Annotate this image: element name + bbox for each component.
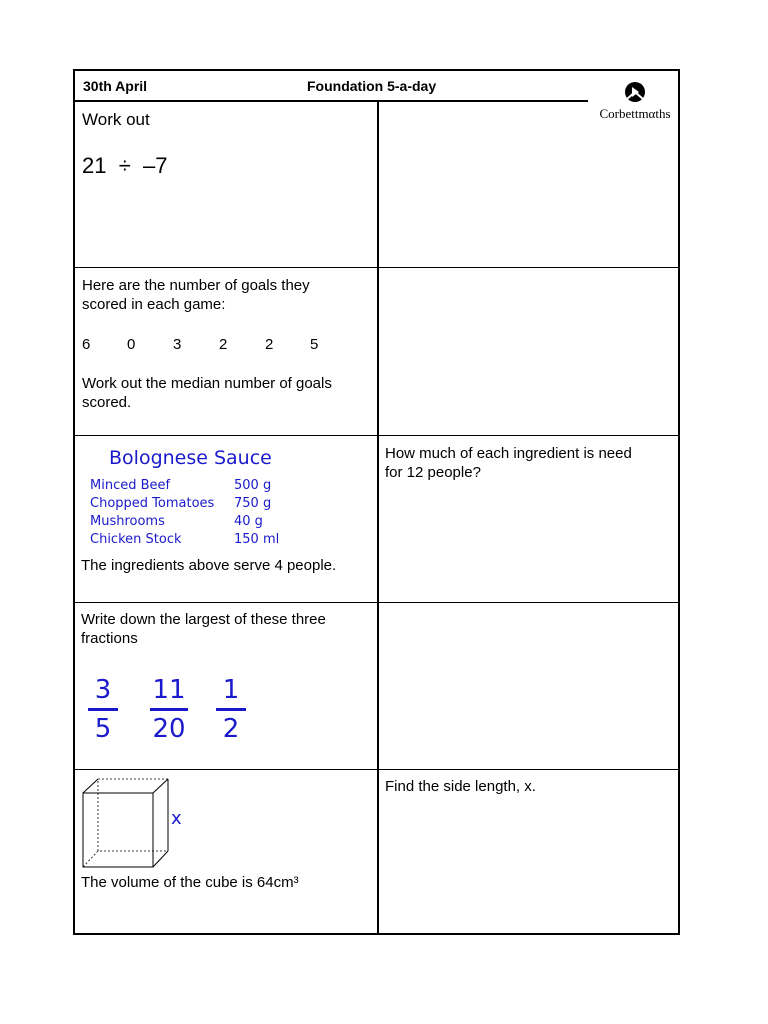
recipe-title: Bolognese Sauce bbox=[109, 447, 272, 469]
fraction-2-numerator: 11 bbox=[152, 675, 186, 705]
ingredient-name-2: Chopped Tomatoes bbox=[90, 496, 215, 511]
q2-line2: scored in each game: bbox=[82, 296, 226, 313]
cube-edge-bottom-left bbox=[83, 851, 98, 867]
cube-edge-top-left bbox=[83, 779, 98, 793]
cube-back-face bbox=[98, 779, 168, 851]
header-divider bbox=[75, 100, 588, 102]
ingredient-amount-1: 500 g bbox=[234, 478, 272, 493]
ingredient-name-1: Minced Beef bbox=[90, 478, 171, 493]
fraction-2-denominator: 20 bbox=[152, 714, 186, 744]
fraction-2-bar bbox=[150, 708, 188, 711]
page-title: Foundation 5-a-day bbox=[307, 78, 437, 94]
row-divider-2 bbox=[75, 435, 678, 436]
q2-value-2: 0 bbox=[127, 336, 136, 353]
cube-front-face bbox=[83, 793, 153, 867]
ingredient-amount-3: 40 g bbox=[234, 514, 263, 529]
q2-value-4: 2 bbox=[219, 336, 228, 353]
cube-side-label: x bbox=[171, 808, 182, 829]
q4-line1: Write down the largest of these three bbox=[81, 611, 326, 628]
ingredient-name-4: Chicken Stock bbox=[90, 532, 182, 547]
q3-serves-text: The ingredients above serve 4 people. bbox=[81, 557, 337, 574]
q2-line3: Work out the median number of goals bbox=[82, 375, 332, 392]
q1-prompt: Work out bbox=[82, 110, 150, 129]
fraction-1-denominator: 5 bbox=[94, 714, 112, 744]
fraction-3-bar bbox=[216, 708, 246, 711]
fraction-3-denominator: 2 bbox=[222, 714, 240, 744]
ingredient-amount-4: 150 ml bbox=[234, 532, 280, 547]
q3-question-line2: for 12 people? bbox=[385, 464, 481, 481]
fraction-3 bbox=[216, 675, 246, 744]
date-label: 30th April bbox=[83, 78, 148, 94]
fraction-3-numerator: 1 bbox=[222, 675, 240, 705]
q2-line4: scored. bbox=[82, 394, 132, 411]
logo-text: Corbettmαths bbox=[599, 106, 671, 121]
q5-question: Find the side length, x. bbox=[385, 778, 536, 795]
corbettmaths-logo bbox=[589, 81, 681, 125]
ingredient-amount-2: 750 g bbox=[234, 496, 272, 511]
cube-edge-top-right bbox=[153, 779, 168, 793]
row-divider-3 bbox=[75, 602, 678, 603]
fraction-2 bbox=[150, 675, 188, 744]
row-divider-4 bbox=[75, 769, 678, 770]
q5-volume-text: The volume of the cube is 64cm³ bbox=[81, 874, 299, 891]
q4-line2: fractions bbox=[81, 630, 138, 647]
ingredient-name-3: Mushrooms bbox=[90, 514, 165, 529]
fraction-1-bar bbox=[88, 708, 118, 711]
fraction-1 bbox=[88, 675, 118, 744]
worksheet bbox=[73, 69, 680, 935]
q2-value-5: 2 bbox=[265, 336, 274, 353]
cube-diagram bbox=[80, 777, 180, 877]
fraction-1-numerator: 3 bbox=[94, 675, 112, 705]
cube-edge-bottom-right bbox=[153, 851, 168, 867]
q3-question-line1: How much of each ingredient is need bbox=[385, 445, 632, 462]
q1-expression: 21 ÷ –7 bbox=[82, 153, 168, 178]
q2-value-3: 3 bbox=[173, 336, 182, 353]
q2-value-1: 6 bbox=[82, 336, 91, 353]
q2-line1: Here are the number of goals they bbox=[82, 277, 310, 294]
column-divider bbox=[377, 100, 379, 935]
row-divider-1 bbox=[75, 267, 678, 268]
q2-value-6: 5 bbox=[310, 336, 319, 353]
corbettmaths-logo-icon bbox=[589, 81, 681, 107]
